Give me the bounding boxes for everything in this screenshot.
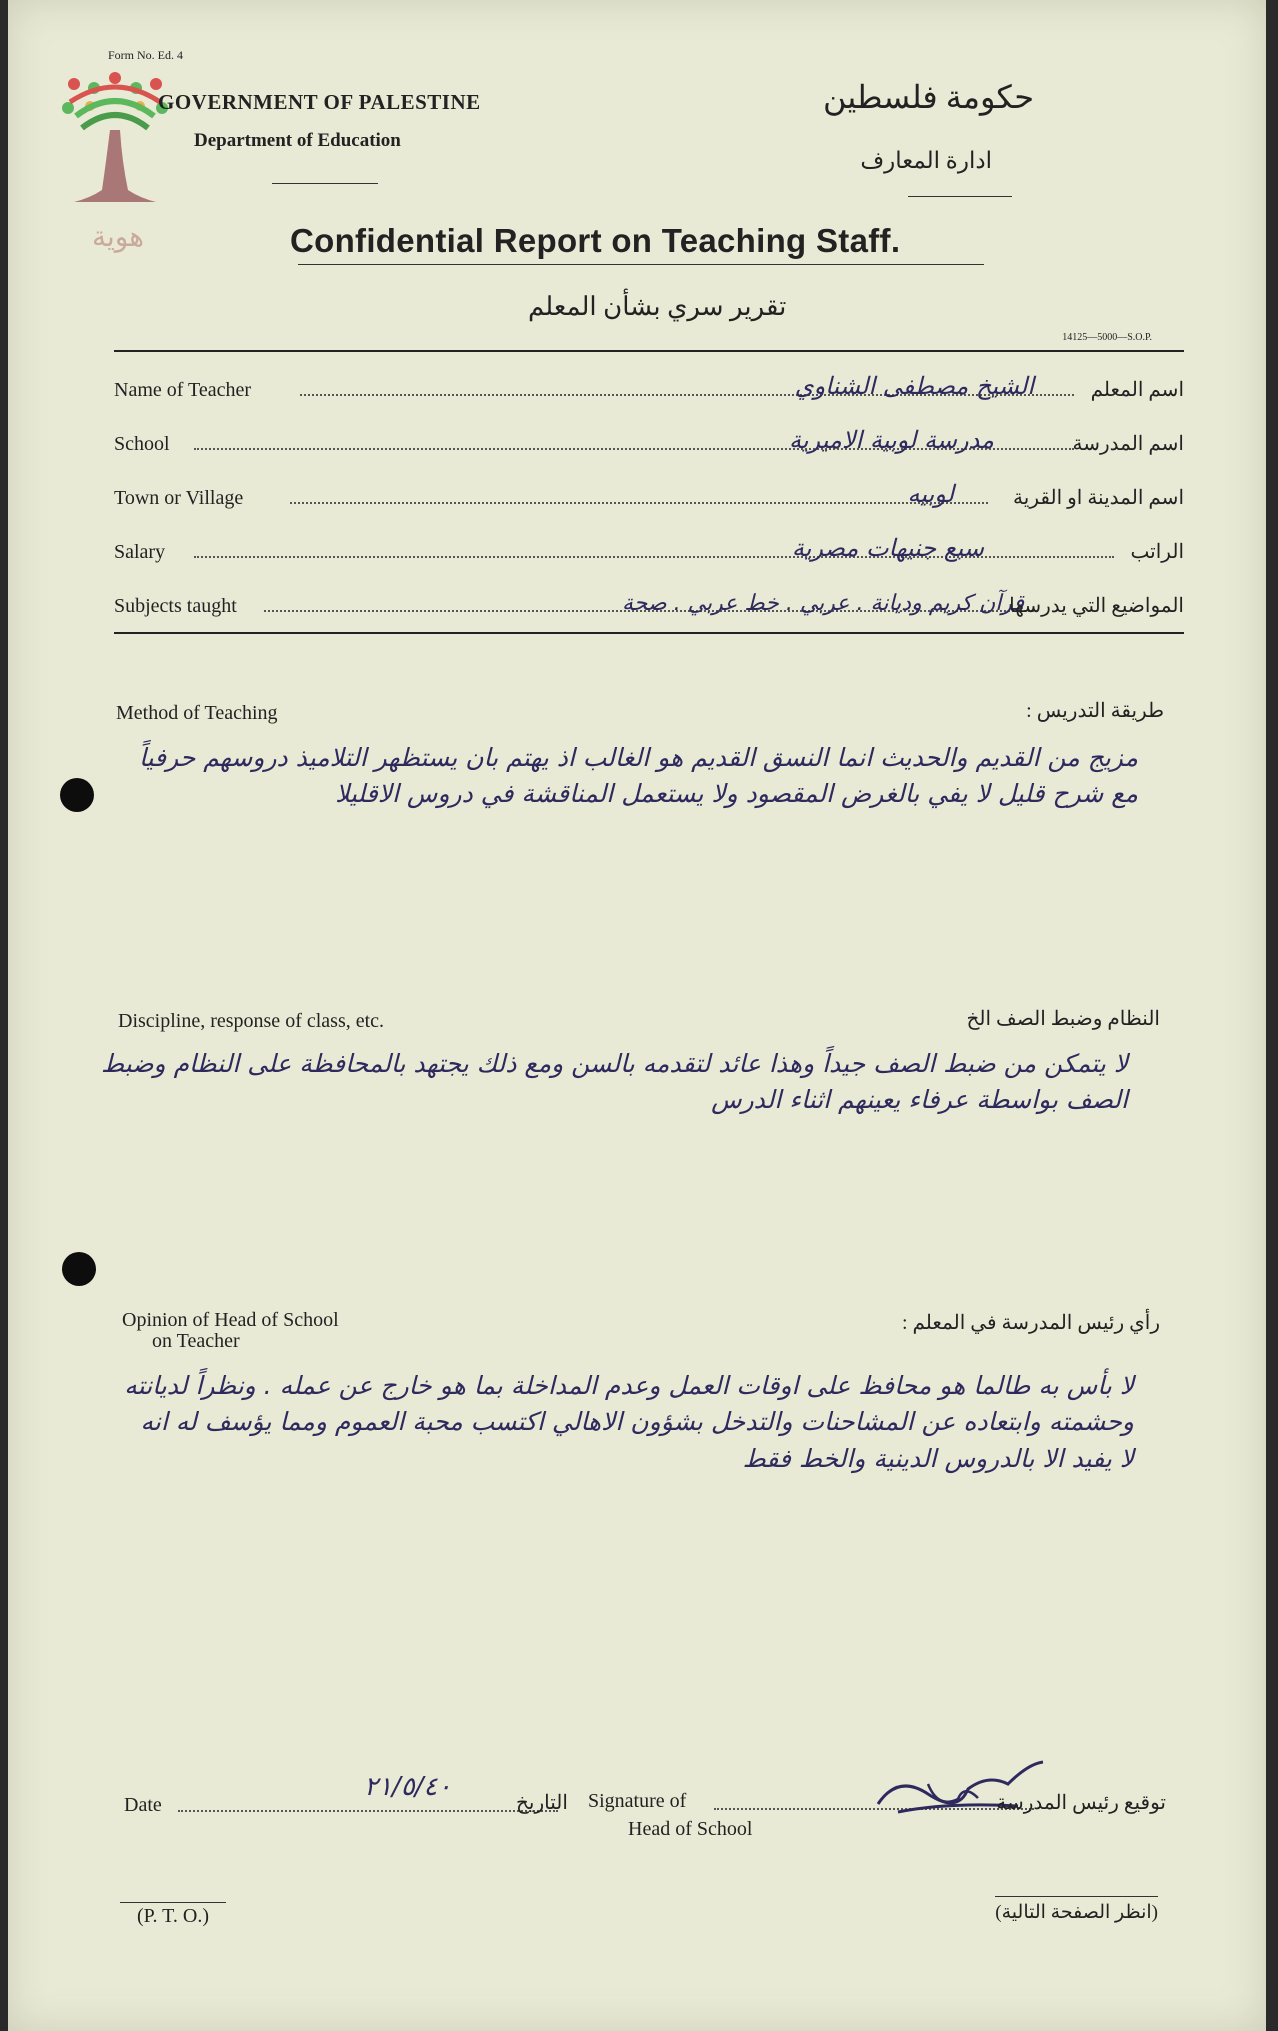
method-text: مزيج من القديم والحديث انما النسق القديم هو الغالب اذ يهتم بان يستظهر التلاميذ دروسهم حرفياً مع شرح قليل لا يفي بالغرض المقصود ولا يستعمل المناقشة في دروس الاقليلا: [138, 743, 1138, 809]
method-label-en: Method of Teaching: [116, 702, 278, 724]
header-rule-left: [272, 183, 378, 184]
discipline-label-en: Discipline, response of class, etc.: [118, 1010, 385, 1032]
field-value: لوبيه: [907, 480, 954, 508]
fields-top-rule: [114, 350, 1184, 352]
department-title-ar: ادارة المعارف: [860, 148, 992, 173]
header-rule-right: [908, 196, 1012, 197]
report-page: [8, 0, 1266, 2031]
field-label-ar: المواضيع التي يدرسها: [1009, 595, 1184, 617]
signature-label-en: Signature of: [588, 1790, 687, 1812]
field-school: [114, 426, 1184, 458]
signature-label-ar: توقيع رئيس المدرسة: [996, 1792, 1166, 1814]
discipline-label-ar: النظام وضبط الصف الخ: [966, 1008, 1160, 1030]
signature-label-en-2: Head of School: [628, 1818, 753, 1840]
field-label-en: School: [114, 433, 170, 455]
fields-bottom-rule: [114, 632, 1184, 634]
field-value: الشيخ مصطفى الشناوي: [794, 372, 1034, 400]
form-number: Form No. Ed. 4: [108, 48, 183, 62]
field-label-en: Name of Teacher: [114, 379, 252, 401]
field-label-ar: اسم المعلم: [1090, 379, 1184, 401]
date-value: ٢١/٥/٤٠: [364, 1772, 452, 1802]
field-label-en: Town or Village: [114, 487, 244, 509]
tree-logo-icon: [60, 72, 170, 212]
field-label-en: Salary: [114, 541, 166, 563]
department-title-en: Department of Education: [194, 130, 401, 151]
field-label-en: Subjects taught: [114, 595, 237, 617]
opinion-text: لا بأس به طالما هو محافظ على اوقات العمل وعدم المداخلة بما هو خارج عن عمله . ونظراً لديانته وحشمته وابتعاده عن المشاحنات والتدخل بشؤون الاهالي اكتسب محبة العموم ومما يؤسف له انه لا يفيد الا بالدروس الدينية والخط فقط: [124, 1371, 1134, 1473]
field-subjects-taught: [114, 588, 1184, 620]
opinion-label-en: Opinion of Head of School on Teacher: [122, 1309, 339, 1352]
printer-code: 14125—5000—S.O.P.: [1062, 332, 1152, 343]
punch-hole: [62, 1252, 96, 1286]
opinion-label-ar: رأي رئيس المدرسة في المعلم :: [901, 1312, 1160, 1334]
field-label-ar: اسم المدينة او القرية: [1013, 487, 1184, 509]
field-town-or-village: [114, 480, 1184, 512]
field-value: مدرسة لوبية الاميرية: [788, 426, 994, 454]
field-name-of-teacher: [114, 372, 1184, 404]
pto-ar: (انظر الصفحة التالية): [995, 1896, 1158, 1924]
pto-en: (P. T. O.): [120, 1902, 226, 1928]
field-salary: [114, 534, 1184, 566]
title-underline: [298, 264, 984, 265]
field-label-ar: اسم المدرسة: [1072, 433, 1184, 455]
method-label-ar: طريقة التدريس :: [1026, 700, 1164, 722]
field-value: سبع جنيهات مصرية: [791, 534, 984, 562]
watermark: هوية: [91, 222, 145, 253]
discipline-text: لا يتمكن من ضبط الصف جيداً وهذا عائد لتقدمه بالسن ومع ذلك يجتهد بالمحافظة على النظام وضبط الصف بواسطة عرفاء يعينهم اثناء الدرس: [101, 1049, 1128, 1115]
field-value: قرآن كريم وديانة . عربي . خط عربي . صحة: [622, 591, 1024, 616]
date-label-en: Date: [124, 1794, 162, 1816]
punch-hole: [60, 778, 94, 812]
report-title-ar: تقرير سري بشأن المعلم: [528, 292, 787, 321]
date-dots: [178, 1810, 558, 1812]
report-title-en: Confidential Report on Teaching Staff.: [290, 222, 901, 259]
field-label-ar: الراتب: [1130, 541, 1184, 563]
government-title-en: GOVERNMENT OF PALESTINE: [158, 90, 481, 114]
date-label-ar: التاريخ: [516, 1792, 568, 1814]
government-title-ar: حكومة فلسطين: [823, 79, 1034, 115]
